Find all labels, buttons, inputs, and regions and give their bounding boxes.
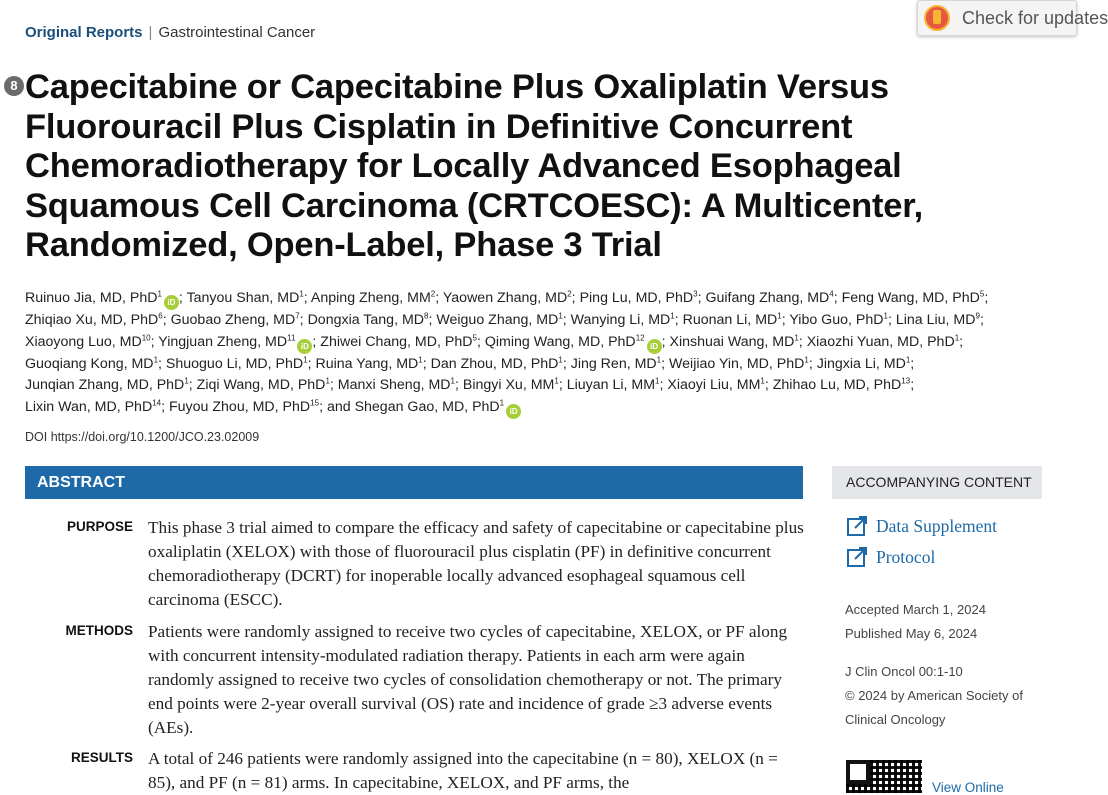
author-name-text: Ruinuo Jia, MD, PhD <box>25 290 158 306</box>
author-affiliation: 1 <box>325 376 330 386</box>
data-supplement-label: Data Supplement <box>876 515 998 536</box>
author-name[interactable] <box>817 356 911 372</box>
author-name[interactable] <box>187 290 304 306</box>
author-name-text: Liuyan Li, MM <box>566 377 656 393</box>
author-affiliation: 8 <box>424 311 429 321</box>
author-name-text: Fuyou Zhou, MD, PhD <box>169 398 311 415</box>
journal-citation: J Clin Oncol 00:1-10 <box>845 664 963 679</box>
external-link-icon <box>846 546 868 568</box>
author-name[interactable] <box>485 334 662 350</box>
published-date: Published May 6, 2024 <box>845 626 978 641</box>
author-name-text: Xiaozhi Yuan, MD, PhD <box>806 333 955 350</box>
author-name-text: Xinshuai Wang, MD <box>669 333 795 350</box>
author-name[interactable] <box>443 290 572 306</box>
accepted-date: Accepted March 1, 2024 <box>845 602 986 617</box>
author-affiliation: 1 <box>777 311 782 321</box>
author-name[interactable] <box>25 399 161 415</box>
protocol-link[interactable] <box>846 546 935 568</box>
author-name-text: Dan Zhou, MD, PhD <box>430 355 559 372</box>
author-name-text: Weiguo Zhang, MD <box>436 312 559 328</box>
author-name-text: Yingjuan Zheng, MD <box>158 333 288 350</box>
doi-link[interactable]: DOI https://doi.org/10.1200/JCO.23.02009 <box>25 430 260 444</box>
publication-dates <box>845 598 986 646</box>
qr-code-icon <box>846 760 922 793</box>
author-affiliation: 1 <box>558 354 563 364</box>
author-affiliation: 2 <box>567 289 572 299</box>
author-name[interactable] <box>171 312 300 328</box>
author-affiliation: 1 <box>499 397 505 407</box>
author-name[interactable] <box>158 334 312 350</box>
author-affiliation: 1 <box>554 376 559 386</box>
author-name[interactable] <box>25 290 179 306</box>
author-name-text: Guifang Zhang, MD <box>705 290 830 306</box>
journal-info <box>845 660 1023 732</box>
author-affiliation: 11 <box>287 332 296 342</box>
author-name[interactable] <box>320 334 477 350</box>
author-affiliation: 5 <box>979 289 985 299</box>
author-affiliation: 13 <box>901 376 911 386</box>
header-separator: | <box>148 24 153 41</box>
author-name-text: Lixin Wan, MD, PhD <box>25 398 153 415</box>
author-affiliation: 1 <box>558 311 563 321</box>
author-name-text: Yibo Guo, PhD <box>789 312 884 328</box>
author-name[interactable] <box>773 377 910 393</box>
article-title: Capecitabine or Capecitabine Plus Oxaliplatin Versus Fluorouracil Plus Cisplatin in Definitive Concurrent Chemoradiotherapy for Locally Advanced Esophageal Squamous Cell Carcinoma (CRTCOESC): A Multicenter, Randomized, Open-Label, Phase 3 Trial <box>25 68 923 264</box>
author-name-text: Shuoguo Li, MD, PhD <box>165 355 304 372</box>
author-affiliation: 1 <box>905 354 911 364</box>
accompanying-content-heading: ACCOMPANYING CONTENT <box>832 466 1042 499</box>
abstract-text: A total of 246 patients were randomly assigned into the capecitabine (n = 80), XELOX (n = 85), and PF (n = 81) arms. In capecitabine, XELOX, and PF arms, the <box>148 749 778 792</box>
author-affiliation: 3 <box>693 289 698 299</box>
author-name-text: Jing Ren, MD <box>570 355 657 372</box>
author-name[interactable] <box>169 399 319 415</box>
author-name[interactable] <box>669 334 798 350</box>
author-name-text: and Shegan Gao, MD, PhD <box>326 398 500 415</box>
author-affiliation: 4 <box>829 289 834 299</box>
author-affiliation: 1 <box>153 354 159 364</box>
author-name[interactable] <box>580 290 698 306</box>
abstract-label: PURPOSE <box>66 519 133 534</box>
author-name[interactable] <box>327 399 521 415</box>
copyright-line: © 2024 by American Society of <box>845 688 1023 703</box>
author-name-text: Qiming Wang, MD, PhD <box>484 333 636 350</box>
author-name[interactable] <box>25 334 151 350</box>
orcid-icon[interactable]: iD <box>297 339 312 354</box>
author-name-text: Guoqiang Kong, MD <box>25 355 154 372</box>
check-for-updates-label: Check for updates <box>962 7 1108 28</box>
check-for-updates-button[interactable] <box>917 0 1108 36</box>
author-name-text: Ruina Yang, MD <box>315 355 419 372</box>
abstract-label: RESULTS <box>70 750 133 765</box>
author-affiliation: 1 <box>656 354 662 364</box>
author-name[interactable] <box>311 290 435 306</box>
author-name-text: Jingxia Li, MD <box>816 355 906 372</box>
author-affiliation: 14 <box>152 397 162 407</box>
abstract-text: Patients were randomly assigned to receive two cycles of capecitabine, XELOX, or PF along with concurrent intensity-modulated radiation therapy. Patients in each arm were again randomly assigned to receive two cycles of consolidation chemotherapy or not. The primary end points were 2-year overall survival (OS) rate and incidence of grade ≥3 adverse events (AEs). <box>148 622 788 737</box>
author-name-text: Zhihao Lu, MD, PhD <box>772 377 902 393</box>
author-affiliation: 1 <box>794 332 799 342</box>
author-name[interactable] <box>25 356 158 372</box>
article-category[interactable]: Gastrointestinal Cancer <box>158 24 316 41</box>
author-name[interactable] <box>567 377 660 393</box>
author-name-text: Ruonan Li, MD <box>682 312 778 328</box>
author-name-text: Xiaoyong Luo, MD <box>25 333 142 350</box>
author-name[interactable] <box>166 356 308 372</box>
author-name[interactable] <box>431 356 563 372</box>
author-name-text: Feng Wang, MD, PhD <box>841 290 980 306</box>
author-name[interactable] <box>571 312 675 328</box>
author-list: Ruinuo Jia, MD, PhD$^1$iD ; Tanyou Shan, $MD^1$; Anping Zheng, $MM^2$; Yaowen Zhang, $MD^2$; Ping Lu, MD, PhD$^3$; Guifang Zhang, $MD^4$; Feng Wang, MD, PhD$^5$; Zhiqiao Xu, MD, PhD$^6$; Guobao Zheng, $MD^7$; Dongxia Tang, $MD^8$; Weiguo Zhang, $MD^1$; Wanying Li, $MD^1$; Ruonan Li, $MD^1$; Yibo Guo, PhD$^1$; Lina Liu, $MD^9$; Xiaoyong Luo, MD$^{10}$; Yingjuan Zheng, MD$^{11}$iD ; Zhiwei Chang, MD, PhD$^5$; Qiming Wang, MD, PhD$^{12}$iD ; Xinshuai Wang, $MD^1$; Xiaozhi Yuan, MD, PhD$^1$; Guoqiang Kong, $MD^1$; Shuoguo Li, MD, PhD$^1$; Ruina Yang, $MD^1$; Dan Zhou, MD, PhD$^1$; Jing Ren, $MD^1$; Weijiao Yin, MD, PhD$^1$; Jingxia Li, $MD^1$; Junqian Zhang, MD, PhD$^1$; Ziqi Wang, MD, PhD$^1$; Manxi Sheng, $MD^1$; Bingyi Xu, $MM^1$; Liuyan Li, $MM^1$; Xiaoyi Liu, $MM^1$; Zhihao Lu, MD, PhD$^{13}$; Lixin Wan, MD, PhD$^{14}$; Fuyou Zhou, MD, PhD$^{15}$; and Shegan Gao, MD, PhD$^1$iD <box>25 288 1055 419</box>
abstract-text: This phase 3 trial aimed to compare the efficacy and safety of capecitabine or capecitabine plus oxaliplatin (XELOX) with those of fluorouracil plus cisplatin (PF) in definitive concurrent chemoradiotherapy (DCRT) for inoperable locally advanced esophageal squamous cell carcinoma (ESCC). <box>148 518 804 609</box>
author-name[interactable] <box>197 377 330 393</box>
external-link-icon <box>846 515 868 537</box>
author-name[interactable] <box>789 312 888 328</box>
author-affiliation: 1 <box>670 311 675 321</box>
author-name[interactable] <box>683 312 782 328</box>
author-name[interactable] <box>315 356 422 372</box>
author-affiliation: 9 <box>975 311 980 321</box>
author-affiliation: 7 <box>295 311 300 321</box>
author-affiliation: 1 <box>883 311 888 321</box>
open-access-icon: 8 <box>4 76 24 96</box>
author-affiliation: 1 <box>954 332 960 342</box>
author-name-text: Tanyou Shan, MD <box>186 290 300 306</box>
orcid-icon[interactable]: iD <box>506 404 521 419</box>
author-name[interactable] <box>705 290 833 306</box>
abstract-heading: ABSTRACT <box>25 466 803 499</box>
author-name-text: Xiaoyi Liu, MM <box>667 377 761 393</box>
author-affiliation: 10 <box>141 332 151 342</box>
author-affiliation: 1 <box>157 289 162 299</box>
data-supplement-link[interactable] <box>846 515 997 537</box>
author-name[interactable] <box>669 356 809 372</box>
author-affiliation: 1 <box>450 376 455 386</box>
author-affiliation: 5 <box>472 332 477 342</box>
author-affiliation: 15 <box>310 397 320 407</box>
orcid-icon[interactable]: iD <box>647 339 662 354</box>
author-name[interactable] <box>25 312 163 328</box>
abstract-label: METHODS <box>65 623 133 638</box>
view-online-link[interactable]: View Online <box>932 780 1004 795</box>
author-affiliation: 1 <box>418 354 423 364</box>
author-name[interactable] <box>25 377 189 393</box>
orcid-icon[interactable]: iD <box>164 295 179 310</box>
author-name-text: Zhiqiao Xu, MD, PhD <box>25 312 159 328</box>
author-name[interactable] <box>463 377 559 393</box>
author-name-text: Wanying Li, MD <box>570 312 671 328</box>
author-affiliation: 1 <box>299 289 304 299</box>
author-name[interactable] <box>338 377 455 393</box>
author-name[interactable] <box>571 356 661 372</box>
author-name-text: Bingyi Xu, MM <box>462 377 555 393</box>
author-name[interactable] <box>896 312 980 328</box>
author-affiliation: 1 <box>184 376 189 386</box>
author-name-text: Weijiao Yin, MD, PhD <box>669 355 805 372</box>
author-name[interactable] <box>308 312 429 328</box>
author-name[interactable] <box>667 377 765 393</box>
article-type[interactable]: Original Reports <box>25 24 143 41</box>
author-name[interactable] <box>807 334 959 350</box>
author-name[interactable] <box>436 312 562 328</box>
author-affiliation: 1 <box>760 376 765 386</box>
author-affiliation: 2 <box>430 289 436 299</box>
protocol-label: Protocol <box>876 546 936 567</box>
author-affiliation: 1 <box>804 354 809 364</box>
author-name-text: Guobao Zheng, MD <box>170 312 296 328</box>
author-affiliation: 6 <box>158 311 163 321</box>
author-name-text: Zhiwei Chang, MD, PhD <box>320 333 473 350</box>
author-name-text: Lina Liu, MD <box>895 312 976 328</box>
author-name[interactable] <box>842 290 985 306</box>
author-name-text: Manxi Sheng, MD <box>337 377 451 393</box>
copyright-line: Clinical Oncology <box>845 712 946 727</box>
author-affiliation: 1 <box>655 376 660 386</box>
author-name-text: Ziqi Wang, MD, PhD <box>196 377 326 393</box>
author-name-text: Junqian Zhang, MD, PhD <box>25 377 185 393</box>
author-affiliation: 12 <box>635 332 645 342</box>
author-name-text: Anping Zheng, MM <box>310 290 431 306</box>
article-header <box>25 24 315 41</box>
author-name-text: Yaowen Zhang, MD <box>442 290 568 306</box>
crossmark-icon <box>924 5 950 31</box>
author-affiliation: 1 <box>303 354 308 364</box>
author-name-text: Ping Lu, MD, PhD <box>579 290 694 306</box>
author-name-text: Dongxia Tang, MD <box>307 312 425 328</box>
